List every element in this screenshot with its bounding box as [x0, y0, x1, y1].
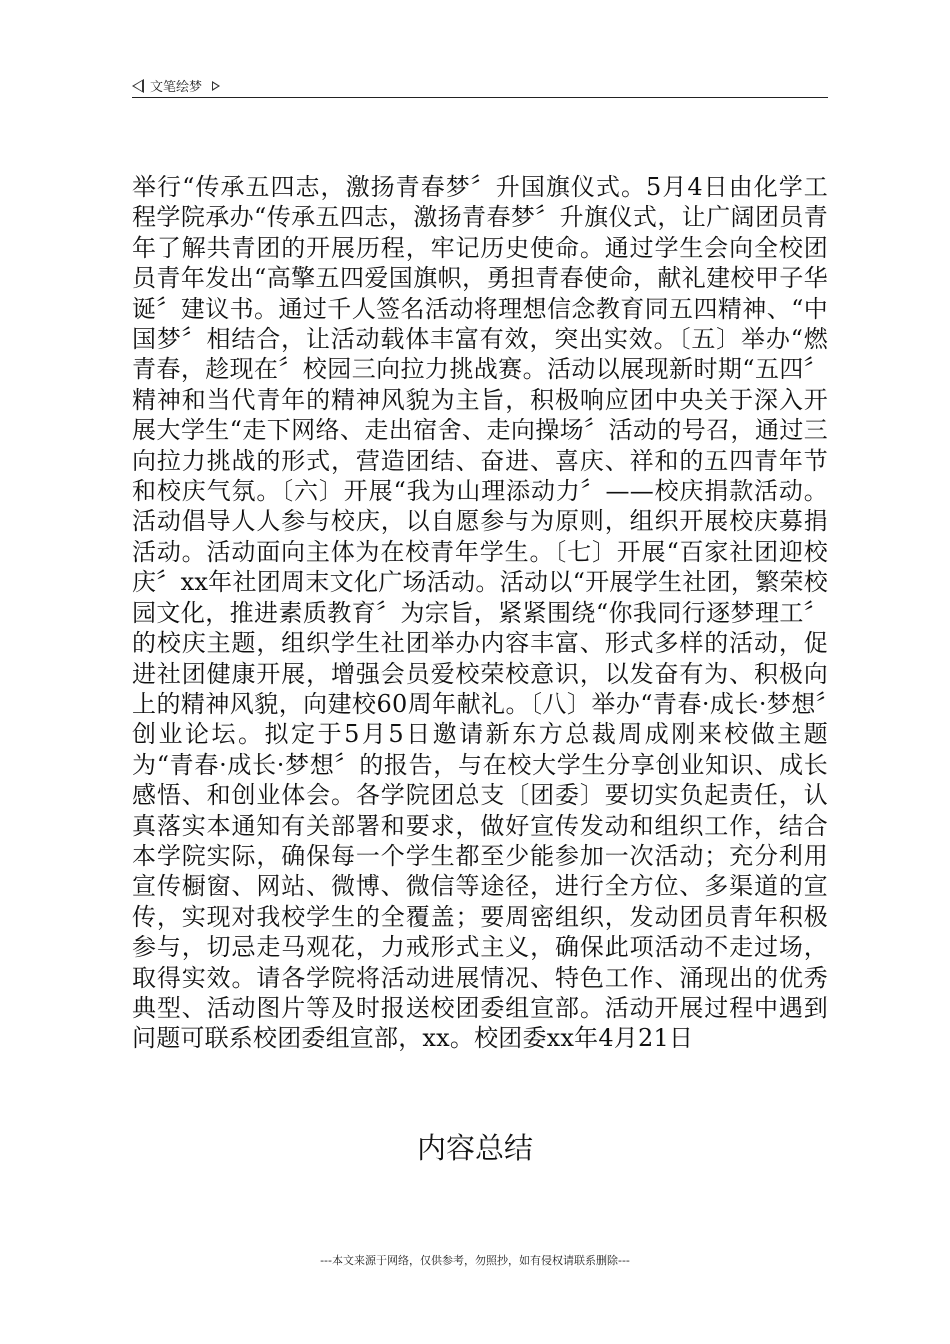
- document-body: 举行“传承五四志，激扬青春梦〞升国旗仪式。5月4日由化学工程学院承办“传承五四志，激扬青春梦〞升旗仪式，让广阔团员青年了解共青团的开展历程，牢记历史使命。通过学生会向全校团员青年发出“高擎五四爱国旗帜，勇担青春使命，献礼建校甲子华诞〞建议书。通过千人签名活动将理想信念教育同五四精神、“中国梦〞相结合，让活动载体丰富有效，突出实效。〔五〕举办“燃青春，趁现在〞校园三向拉力挑战赛。活动以展现新时期“五四〞精神和当代青年的精神风貌为主旨，积极响应团中央关于深入开展大学生“走下网络、走出宿舍、走向操场〞活动的号召，通过三向拉力挑战的形式，营造团结、奋进、喜庆、祥和的五四青年节和校庆气氛。〔六〕开展“我为山理添动力〞——校庆捐款活动。活动倡导人人参与校庆，以自愿参与为原则，组织开展校庆募捐活动。活动面向主体为在校青年学生。〔七〕开展“百家社团迎校庆〞xx年社团周末文化广场活动。活动以“开展学生社团，繁荣校园文化，推进素质教育〞为宗旨，紧紧围绕“你我同行逐梦理工〞的校庆主题，组织学生社团举办内容丰富、形式多样的活动，促进社团健康开展，增强会员爱校荣校意识，以发奋有为、积极向上的精神风貌，向建校60周年献礼。〔八〕举办“青春·成长·梦想〞创业论坛。拟定于5月5日邀请新东方总裁周成刚来校做主题为“青春·成长·梦想〞的报告，与在校大学生分享创业知识、成长感悟、和创业体会。各学院团总支〔团委〕要切实负起责任，认真落实本通知有关部署和要求，做好宣传发动和组织工作，结合本学院实际，确保每一个学生都至少能参加一次活动；充分利用宣传橱窗、网站、微博、微信等途径，进行全方位、多渠道的宣传，实现对我校学生的全覆盖；要周密组织，发动团员青年积极参与，切忌走马观花，力戒形式主义，确保此项活动不走过场，取得实效。请各学院将活动进展情况、特色工作、涌现出的优秀典型、活动图片等及时报送校团委组宣部。活动开展过程中遇到问题可联系校团委组宣部，xx。校团委xx年4月21日: [132, 173, 828, 1053]
- header-title: 文笔绘梦: [150, 80, 203, 95]
- triangle-right-icon: [212, 81, 220, 91]
- summary-title: 内容总结: [416, 1131, 533, 1165]
- triangle-left-icon: [132, 79, 144, 93]
- page-header: [132, 76, 220, 95]
- footer-disclaimer: ---本文来源于网络，仅供参考，勿照抄，如有侵权请联系删除---: [320, 1254, 630, 1267]
- header-divider: [132, 97, 828, 98]
